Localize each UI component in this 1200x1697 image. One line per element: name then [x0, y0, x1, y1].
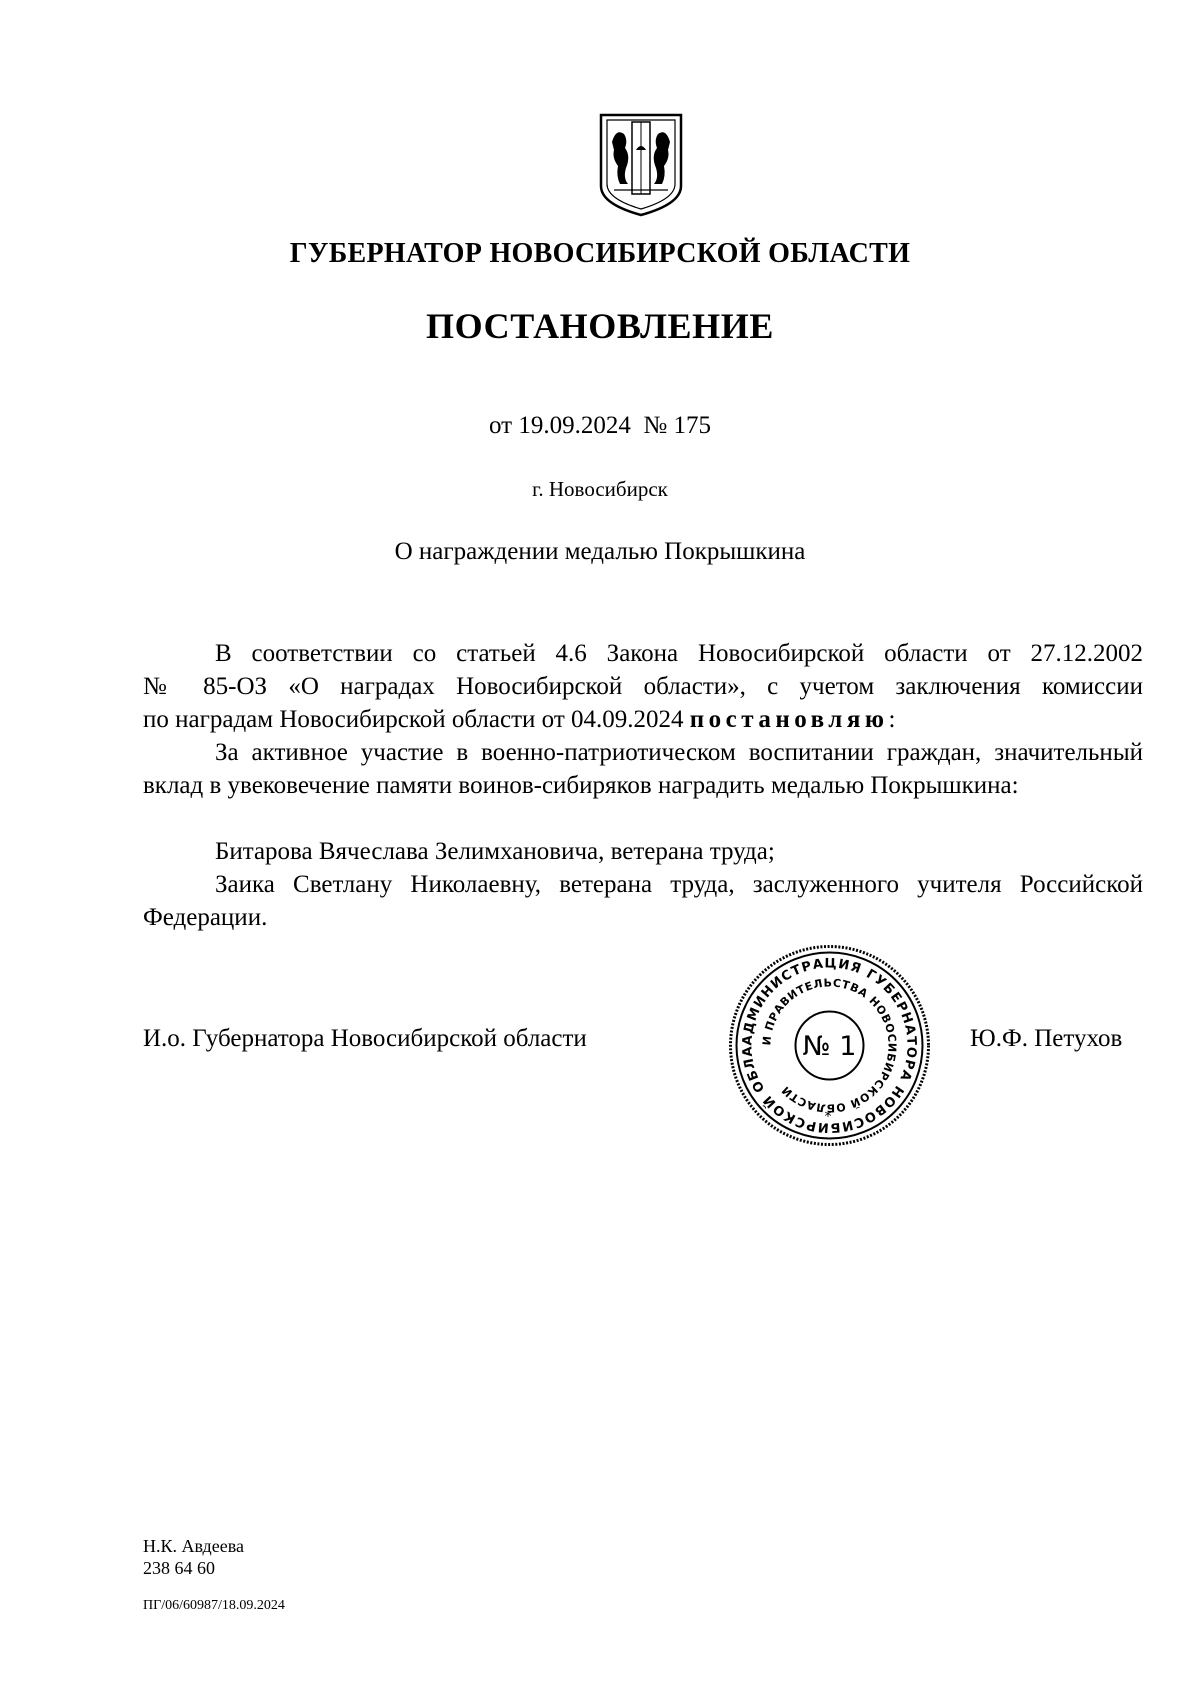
seal-number: № 1	[802, 1031, 857, 1062]
coat-of-arms-icon	[598, 112, 684, 218]
signer-name: Ю.Ф. Петухов	[970, 1025, 1123, 1052]
document-date-number: от 19.09.2024 № 175	[489, 412, 711, 439]
executor-phone: 238 64 60	[143, 1558, 215, 1578]
issuing-authority: ГУБЕРНАТОР НОВОСИБИРСКОЙ ОБЛАСТИ	[289, 238, 911, 269]
document-type-title: ПОСТАНОВЛЕНИЕ	[426, 306, 774, 346]
executor-contact	[143, 1535, 244, 1579]
paragraph-awardee-1: Битарова Вячеслава Зелимхановича, ветерана труда;	[215, 838, 775, 865]
signer-title: И.о. Губернатора Новосибирской области	[143, 1025, 587, 1052]
paragraph-award-reason: За активное участие в военно-патриотическом воспитании граждан, значительный вклад в увековечение памяти воинов-сибиряков наградить медалью Покрышкина:	[143, 739, 1143, 799]
paragraph-line: В соответствии со статьей 4.6 Закона Новосибирской области от 27.12.2002	[215, 640, 1143, 667]
resolve-word: постановляю	[689, 706, 889, 733]
executor-name: Н.К. Авдеева	[143, 1536, 244, 1556]
paragraph-line	[143, 703, 1143, 736]
official-seal-icon	[727, 943, 932, 1148]
document-subject: О награждении медалью Покрышкина	[394, 538, 806, 565]
document-city: г. Новосибирск	[532, 477, 668, 501]
paragraph-line-text: по наградам Новосибирской области от 04.09.2024	[143, 706, 690, 733]
paragraph-line: № 85-ОЗ «О наградах Новосибирской области», с учетом заключения комиссии	[143, 673, 1143, 700]
seal-inner-text: И ПРАВИТЕЛЬСТВА НОВОСИБИРСКОЙ ОБЛАСТИ	[760, 976, 899, 1115]
svg-text:*: *	[824, 1109, 832, 1125]
paragraph-legal-basis	[143, 637, 1143, 736]
document-reference: ПГ/06/60987/18.09.2024	[143, 1598, 285, 1613]
paragraph-awardee-2: Заика Светлану Николаевну, ветерана труда, заслуженного учителя Российской Федерации.	[143, 871, 1143, 931]
colon: :	[888, 706, 896, 733]
seal-outer-text: АДМИНИСТРАЦИЯ ГУБЕРНАТОРА НОВОСИБИРСКОЙ ОБЛА	[740, 956, 919, 1135]
